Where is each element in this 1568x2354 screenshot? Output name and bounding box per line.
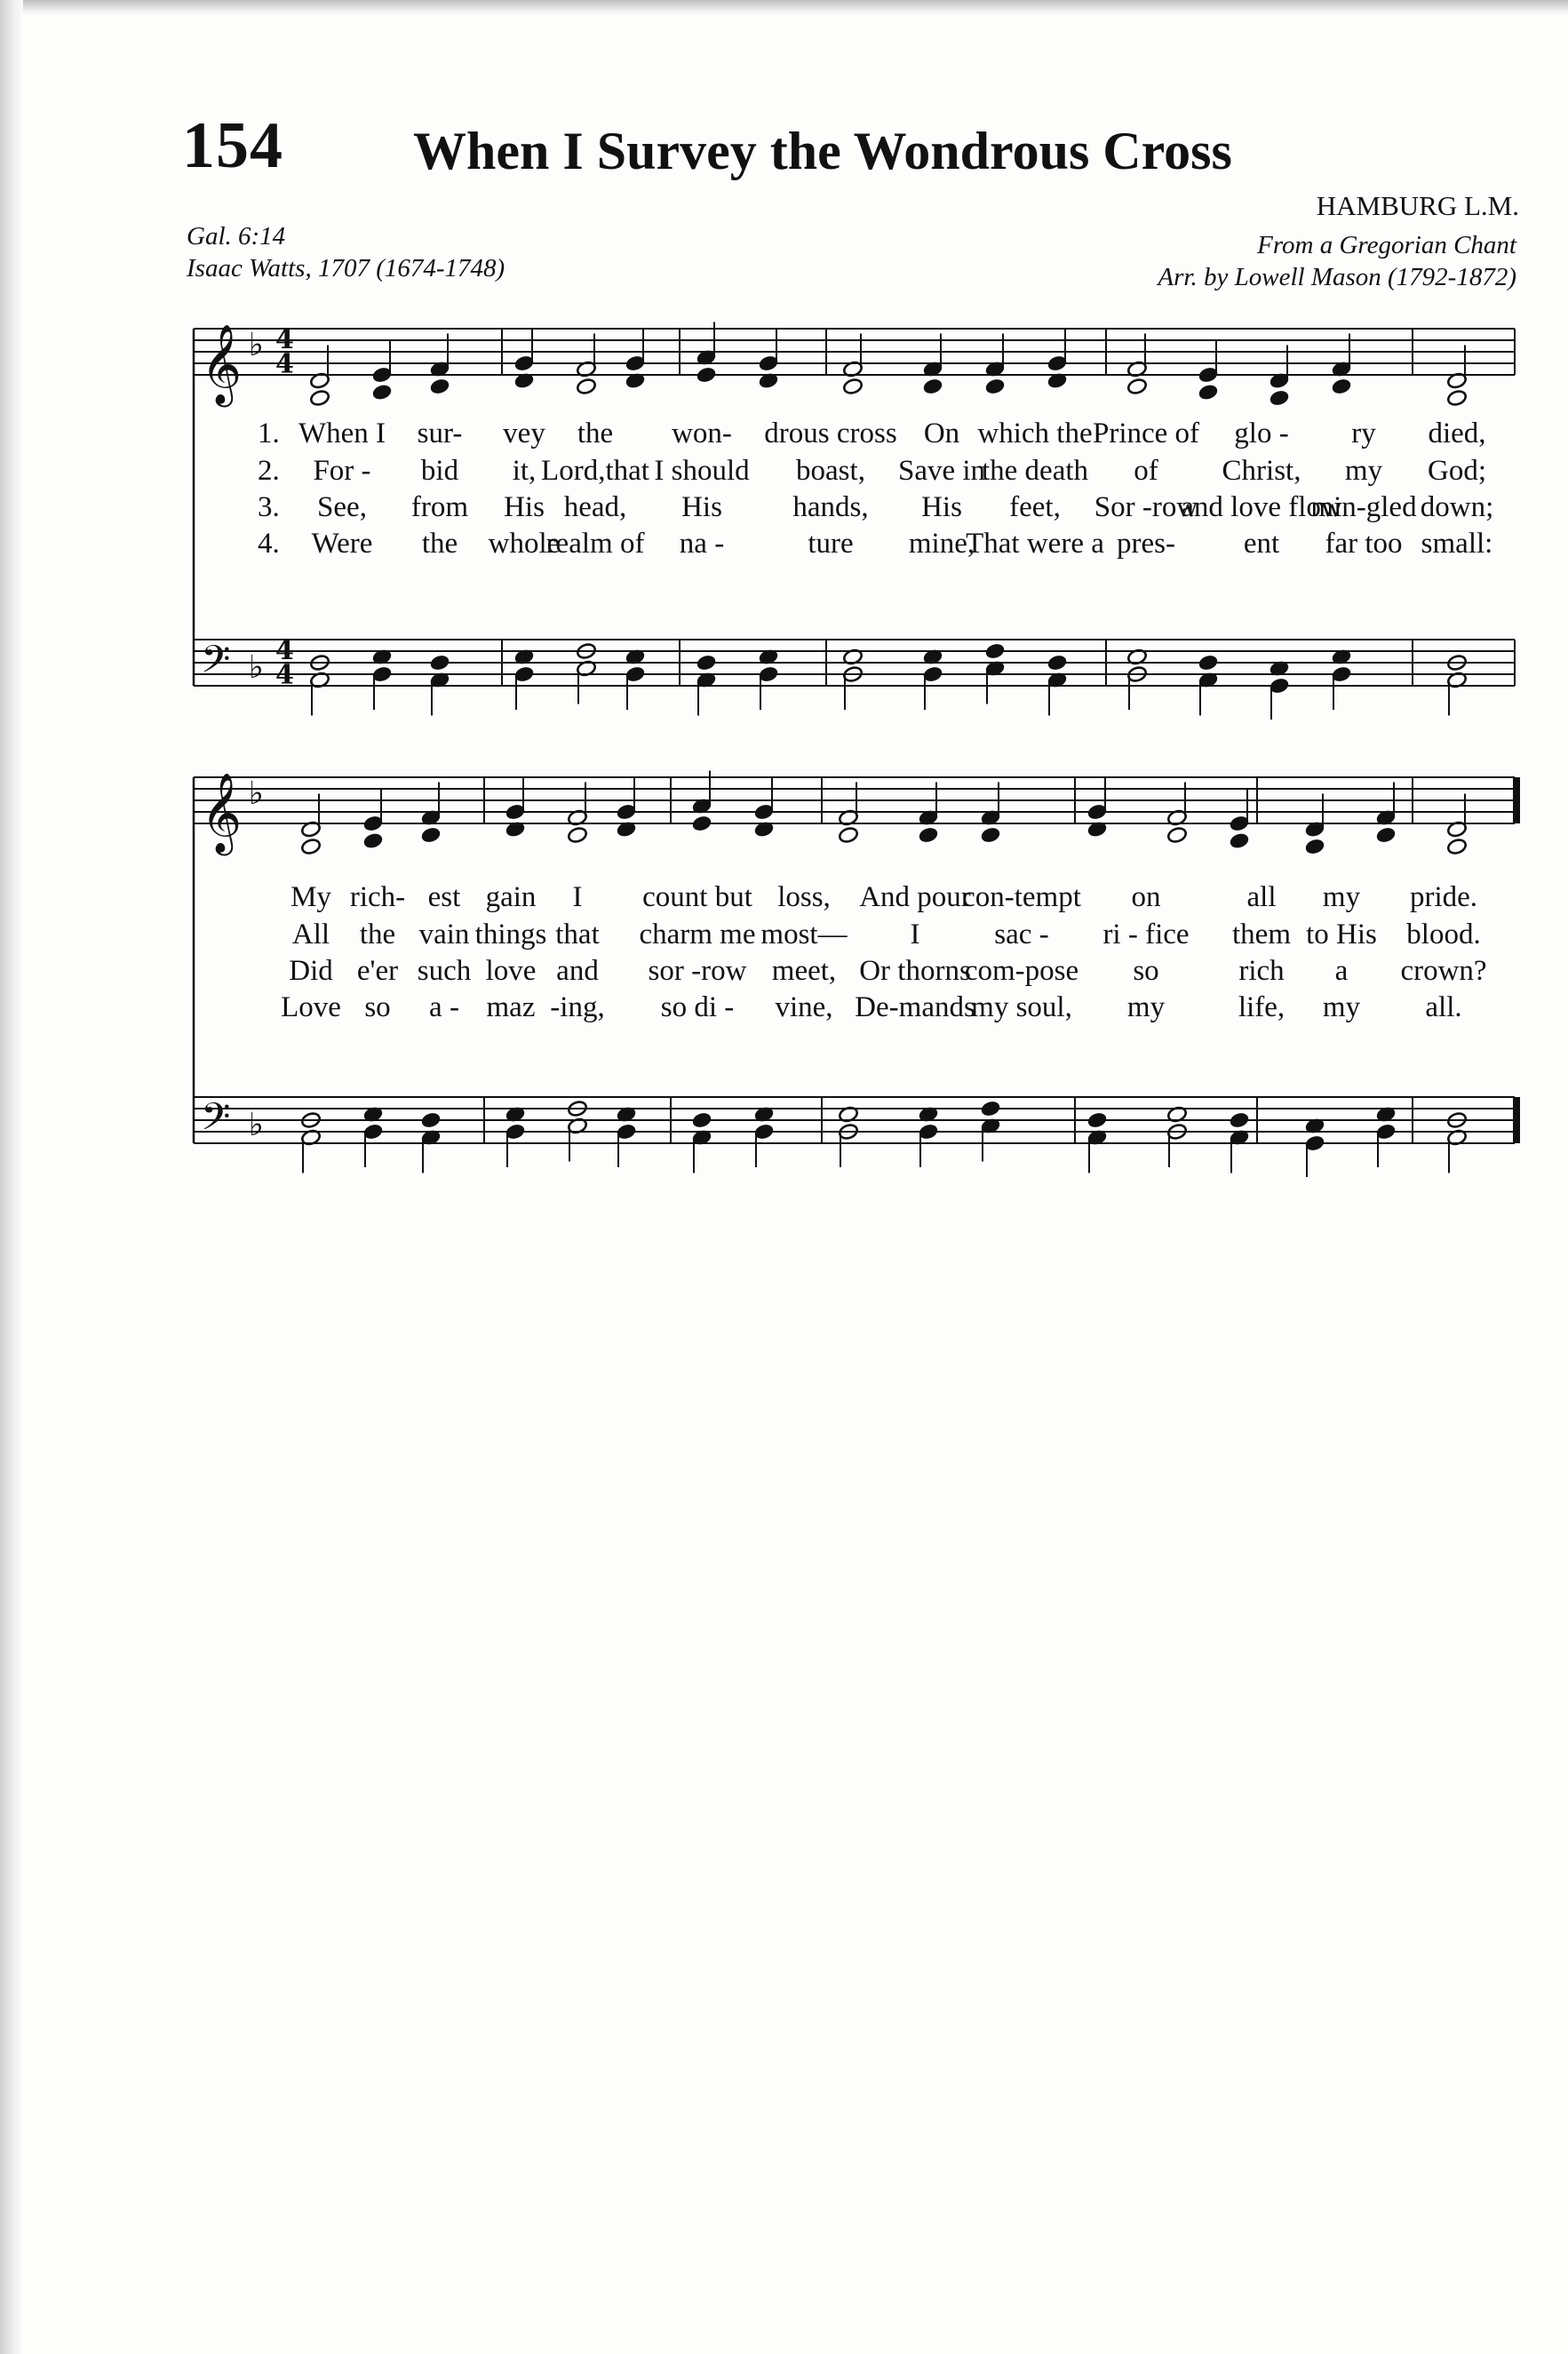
lyric-syllable: Lord,that xyxy=(541,455,649,487)
alto-note xyxy=(362,832,384,850)
verse-number: 1. xyxy=(258,418,280,449)
alto-note xyxy=(309,389,330,407)
alto-note xyxy=(1304,838,1325,855)
tenor-note xyxy=(691,1111,712,1129)
lyric-syllable: Love xyxy=(281,991,341,1023)
bass-clef-icon: 𝄢 xyxy=(201,1095,231,1149)
lyric-syllable: When I xyxy=(298,418,386,449)
lyric-syllable: on xyxy=(1131,881,1161,913)
lyric-syllable: For - xyxy=(313,455,371,487)
lyric-syllable: the xyxy=(577,418,614,449)
lyric-syllable: and love flow xyxy=(1181,491,1342,523)
lyric-syllable: my xyxy=(1126,991,1166,1023)
lyric-syllable: meet, xyxy=(771,955,837,987)
lyric-line xyxy=(0,491,1568,527)
alto-note xyxy=(980,826,1001,844)
lyric-syllable: crown? xyxy=(1400,955,1487,987)
lyric-syllable: sur- xyxy=(417,418,463,449)
lyric-syllable: of xyxy=(1134,455,1158,487)
lyric-syllable: whole xyxy=(488,528,561,560)
lyric-syllable: rich- xyxy=(349,881,406,913)
alto-note xyxy=(1331,378,1352,395)
lyric-syllable: And pour xyxy=(859,881,971,913)
bass-clef-icon: 𝄢 xyxy=(201,638,231,691)
lyric-syllable: which the xyxy=(977,418,1093,449)
lyric-syllable: a xyxy=(1334,955,1349,987)
tune-name: HAMBURG L.M. xyxy=(1316,190,1519,221)
hymn-number: 154 xyxy=(182,109,283,182)
lyric-line xyxy=(0,528,1568,563)
tenor-note xyxy=(1229,1111,1250,1129)
lyric-syllable: His xyxy=(504,491,545,523)
lyric-syllable: min-gled xyxy=(1310,491,1417,523)
lyric-syllable: my soul, xyxy=(971,991,1072,1023)
lyric-syllable: from xyxy=(410,491,469,523)
alto-note xyxy=(696,366,717,384)
lyric-syllable: rich xyxy=(1238,955,1285,987)
lyric-syllable: to His xyxy=(1306,919,1377,950)
lyric-syllable: hands, xyxy=(792,491,869,523)
lyric-syllable: Save in xyxy=(897,455,986,487)
alto-note xyxy=(1229,832,1250,850)
lyric-syllable: bid xyxy=(420,455,459,487)
tune-source: From a Gregorian Chant xyxy=(1257,231,1516,259)
verse-number: 4. xyxy=(258,528,280,560)
lyric-syllable: I xyxy=(572,881,583,913)
lyric-syllable: pres- xyxy=(1117,528,1175,560)
treble-clef-icon: 𝄞 xyxy=(201,773,243,853)
lyric-syllable: glo - xyxy=(1234,418,1289,449)
treble-clef-icon: 𝄞 xyxy=(201,324,243,404)
alto-note xyxy=(838,826,859,844)
lyric-syllable: so di - xyxy=(660,991,735,1023)
flat-key-signature-icon: ♭ xyxy=(249,775,264,812)
lyric-syllable: His xyxy=(681,491,722,523)
lyric-syllable: e'er xyxy=(356,955,399,987)
tenor-note xyxy=(1047,654,1068,672)
lyric-syllable: ture xyxy=(808,528,854,560)
lyric-syllable: vine, xyxy=(775,991,833,1023)
tenor-note xyxy=(429,654,450,672)
lyric-syllable: boast, xyxy=(796,455,865,487)
lyric-syllable: most— xyxy=(760,919,848,950)
alto-note xyxy=(1198,384,1219,402)
lyric-line xyxy=(0,991,1568,1027)
tenor-note xyxy=(980,1100,1001,1117)
lyric-syllable: my xyxy=(1322,991,1361,1023)
tenor-note xyxy=(420,1111,442,1129)
lyric-syllable: a - xyxy=(429,991,459,1023)
lyric-syllable: so xyxy=(1133,955,1159,987)
lyric-syllable: God; xyxy=(1428,455,1486,487)
lyric-syllable: maz xyxy=(486,991,536,1023)
lyric-syllable: gain xyxy=(485,881,537,913)
lyric-line xyxy=(0,919,1568,954)
lyric-syllable: and xyxy=(556,955,599,987)
lyric-syllable: things xyxy=(474,919,547,950)
lyric-syllable: com-pose xyxy=(964,955,1079,987)
lyric-syllable: mine, xyxy=(908,528,975,560)
final-bar-line xyxy=(1513,777,1520,823)
lyric-syllable: my xyxy=(1344,455,1383,487)
lyric-line xyxy=(0,955,1568,990)
lyric-syllable: Did xyxy=(289,955,333,987)
lyric-syllable: the xyxy=(359,919,396,950)
scripture-reference: Gal. 6:14 xyxy=(187,222,286,251)
tenor-note xyxy=(696,654,717,672)
lyric-syllable: all xyxy=(1246,881,1277,913)
alto-note xyxy=(1166,826,1188,844)
lyric-syllable: I should xyxy=(654,455,750,487)
lyric-syllable: Or thorns xyxy=(859,955,971,987)
alto-note xyxy=(300,838,322,855)
alto-note xyxy=(567,826,588,844)
time-signature-numerator: 4 xyxy=(275,324,294,356)
lyric-syllable: na - xyxy=(679,528,725,560)
lyric-syllable: vain xyxy=(418,919,470,950)
lyric-syllable: my xyxy=(1322,881,1361,913)
lyric-syllable: charm me xyxy=(639,919,756,950)
alto-note xyxy=(576,378,597,395)
hymn-title: When I Survey the Wondrous Cross xyxy=(413,122,1232,180)
lyric-syllable: sor -row xyxy=(648,955,747,987)
lyric-syllable: sac - xyxy=(994,919,1049,950)
lyric-syllable: ent xyxy=(1243,528,1280,560)
lyric-line xyxy=(0,881,1568,917)
alto-note xyxy=(1375,826,1397,844)
alto-note xyxy=(1446,389,1468,407)
lyric-syllable: all. xyxy=(1425,991,1462,1023)
lyric-syllable: That were a xyxy=(966,528,1104,560)
lyric-syllable: Prince of xyxy=(1092,418,1200,449)
alto-note xyxy=(1446,838,1468,855)
lyric-syllable: ri - fice xyxy=(1102,919,1190,950)
lyric-syllable: pride. xyxy=(1409,881,1478,913)
lyric-syllable: died, xyxy=(1428,418,1486,449)
time-signature-denominator: 4 xyxy=(275,348,294,380)
flat-key-signature-icon: ♭ xyxy=(249,327,264,363)
lyric-syllable: the death xyxy=(981,455,1089,487)
flat-key-signature-icon: ♭ xyxy=(249,1107,264,1143)
lyric-syllable: the xyxy=(421,528,458,560)
lyric-syllable: con-tempt xyxy=(962,881,1081,913)
alto-note xyxy=(984,378,1006,395)
lyric-syllable: Christ, xyxy=(1222,455,1301,487)
tenor-note xyxy=(1086,1111,1108,1129)
lyric-syllable: realm of xyxy=(545,528,645,560)
lyric-syllable: head, xyxy=(563,491,627,523)
lyric-syllable: so xyxy=(364,991,391,1023)
alto-note xyxy=(842,378,864,395)
lyric-syllable: -ing, xyxy=(550,991,605,1023)
alto-note xyxy=(691,815,712,832)
lyric-syllable: love xyxy=(485,955,537,987)
credits-right xyxy=(1158,229,1516,293)
alto-note xyxy=(1269,389,1290,407)
verse-number: 3. xyxy=(258,491,280,523)
alto-note xyxy=(1126,378,1148,395)
lyric-syllable: Sor -row xyxy=(1094,491,1198,523)
lyric-syllable: Were xyxy=(311,528,373,560)
lyric-syllable: life, xyxy=(1238,991,1285,1023)
lyric-syllable: De-mands xyxy=(855,991,975,1023)
lyric-syllable: His xyxy=(921,491,962,523)
lyric-syllable: blood. xyxy=(1406,919,1481,950)
arranger-credit: Arr. by Lowell Mason (1792-1872) xyxy=(1158,263,1516,291)
alto-note xyxy=(918,826,939,844)
lyric-syllable: drous cross xyxy=(764,418,897,449)
lyric-syllable: such xyxy=(417,955,472,987)
alto-note xyxy=(420,826,442,844)
tenor-note xyxy=(984,642,1006,660)
lyric-line xyxy=(0,418,1568,453)
page-shadow-top xyxy=(0,0,1568,16)
lyric-syllable: All xyxy=(291,919,330,950)
time-signature-numerator: 4 xyxy=(275,635,294,667)
lyric-syllable: far too xyxy=(1325,528,1403,560)
lyric-syllable: that xyxy=(555,919,600,950)
flat-key-signature-icon: ♭ xyxy=(249,649,264,686)
lyric-syllable: feet, xyxy=(1009,491,1061,523)
lyric-syllable: them xyxy=(1232,919,1291,950)
lyric-syllable: My xyxy=(291,881,331,913)
lyric-syllable: down; xyxy=(1420,491,1494,523)
lyric-syllable: count but xyxy=(642,881,752,913)
author-credit: Isaac Watts, 1707 (1674-1748) xyxy=(187,254,505,282)
verse-number: 2. xyxy=(258,455,280,487)
final-bar-line xyxy=(1513,1097,1520,1143)
lyric-syllable: won- xyxy=(672,418,732,449)
alto-note xyxy=(429,378,450,395)
lyric-line xyxy=(0,455,1568,490)
alto-note xyxy=(371,384,393,402)
lyric-syllable: loss, xyxy=(777,881,831,913)
tenor-note xyxy=(1198,654,1219,672)
lyric-syllable: small: xyxy=(1421,528,1493,560)
lyric-syllable: vey xyxy=(503,418,545,449)
time-signature-denominator: 4 xyxy=(275,659,294,691)
lyric-syllable: I xyxy=(910,919,920,950)
lyric-syllable: ry xyxy=(1351,418,1376,449)
credits-left xyxy=(187,220,505,284)
lyric-syllable: est xyxy=(427,881,461,913)
lyric-syllable: it, xyxy=(512,455,537,487)
lyric-syllable: See, xyxy=(317,491,367,523)
alto-note xyxy=(922,378,943,395)
lyric-syllable: On xyxy=(923,418,960,449)
